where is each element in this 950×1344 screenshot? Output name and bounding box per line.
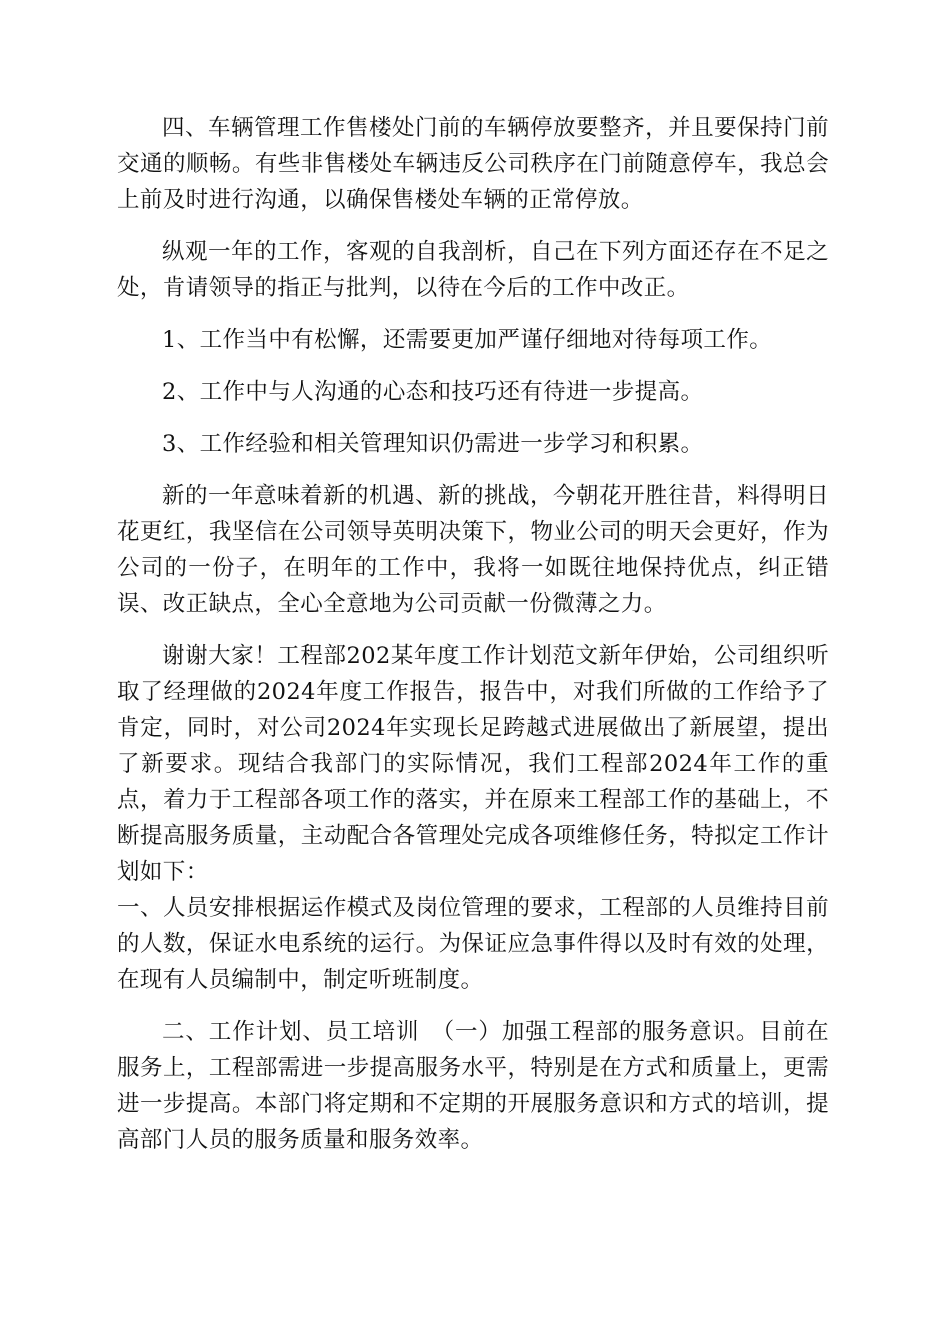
list-item-2: 2、工作中与人沟通的心态和技巧还有待进一步提高。 (162, 379, 704, 405)
paragraph-self-review: 纵观一年的工作，客观的自我剖析，自己在下列方面还存在不足之处，肯请领导的指正与批判，以待在今后的工作中改正。 (117, 239, 829, 301)
paragraph-new-year: 新的一年意味着新的机遇、新的挑战，今朝花开胜往昔，料得明日花更红，我坚信在公司领导英明决策下，物业公司的明天会更好，作为公司的一份子，在明年的工作中，我将一如既往地保持优点，纠正错误、改正缺点，全心全意地为公司贡献一份微薄之力。 (117, 483, 829, 617)
paragraph-gap (117, 358, 829, 374)
paragraph-gap (117, 410, 829, 426)
paragraph-gap (117, 998, 829, 1014)
paragraph-training: 二、工作计划、员工培训 （一）加强工程部的服务意识。目前在服务上，工程部需进一步提高服务水平，特别是在方式和质量上，更需进一步提高。本部门将定期和不定期的开展服务意识和方式的培训，提高部门人员的服务质量和服务效率。 (117, 1019, 829, 1153)
list-item-3: 3、工作经验和相关管理知识仍需进一步学习和积累。 (162, 431, 704, 457)
paragraph-gap (117, 462, 829, 478)
paragraph-gap (117, 306, 829, 322)
paragraph-work-plan-intro: 谢谢大家！工程部202某年度工作计划范文新年伊始，公司组织听取了经理做的2024年度工作报告，报告中，对我们所做的工作给予了肯定，同时，对公司2024年实现长足跨越式进展做出了新展望，提出了新要求。现结合我部门的实际情况，我们工程部2024年工作的重点，着力于工程部各项工作的落实，并在原来工程部工作的基础上，不断提高服务质量，主动配合各管理处完成各项维修任务，特拟定工作计划如下： (117, 643, 829, 885)
document-body (117, 110, 829, 1158)
paragraph-gap (117, 622, 829, 638)
paragraph-staffing: 一、人员安排根据运作模式及岗位管理的要求，工程部的人员维持目前的人数，保证水电系统的运行。为保证应急事件得以及时有效的处理，在现有人员编制中，制定听班制度。 (117, 895, 829, 993)
paragraph-vehicle-management: 四、车辆管理工作售楼处门前的车辆停放要整齐，并且要保持门前交通的顺畅。有些非售楼处车辆违反公司秩序在门前随意停车，我总会上前及时进行沟通，以确保售楼处车辆的正常停放。 (117, 115, 829, 213)
paragraph-gap (117, 218, 829, 234)
list-item-1: 1、工作当中有松懈，还需要更加严谨仔细地对待每项工作。 (162, 327, 773, 353)
